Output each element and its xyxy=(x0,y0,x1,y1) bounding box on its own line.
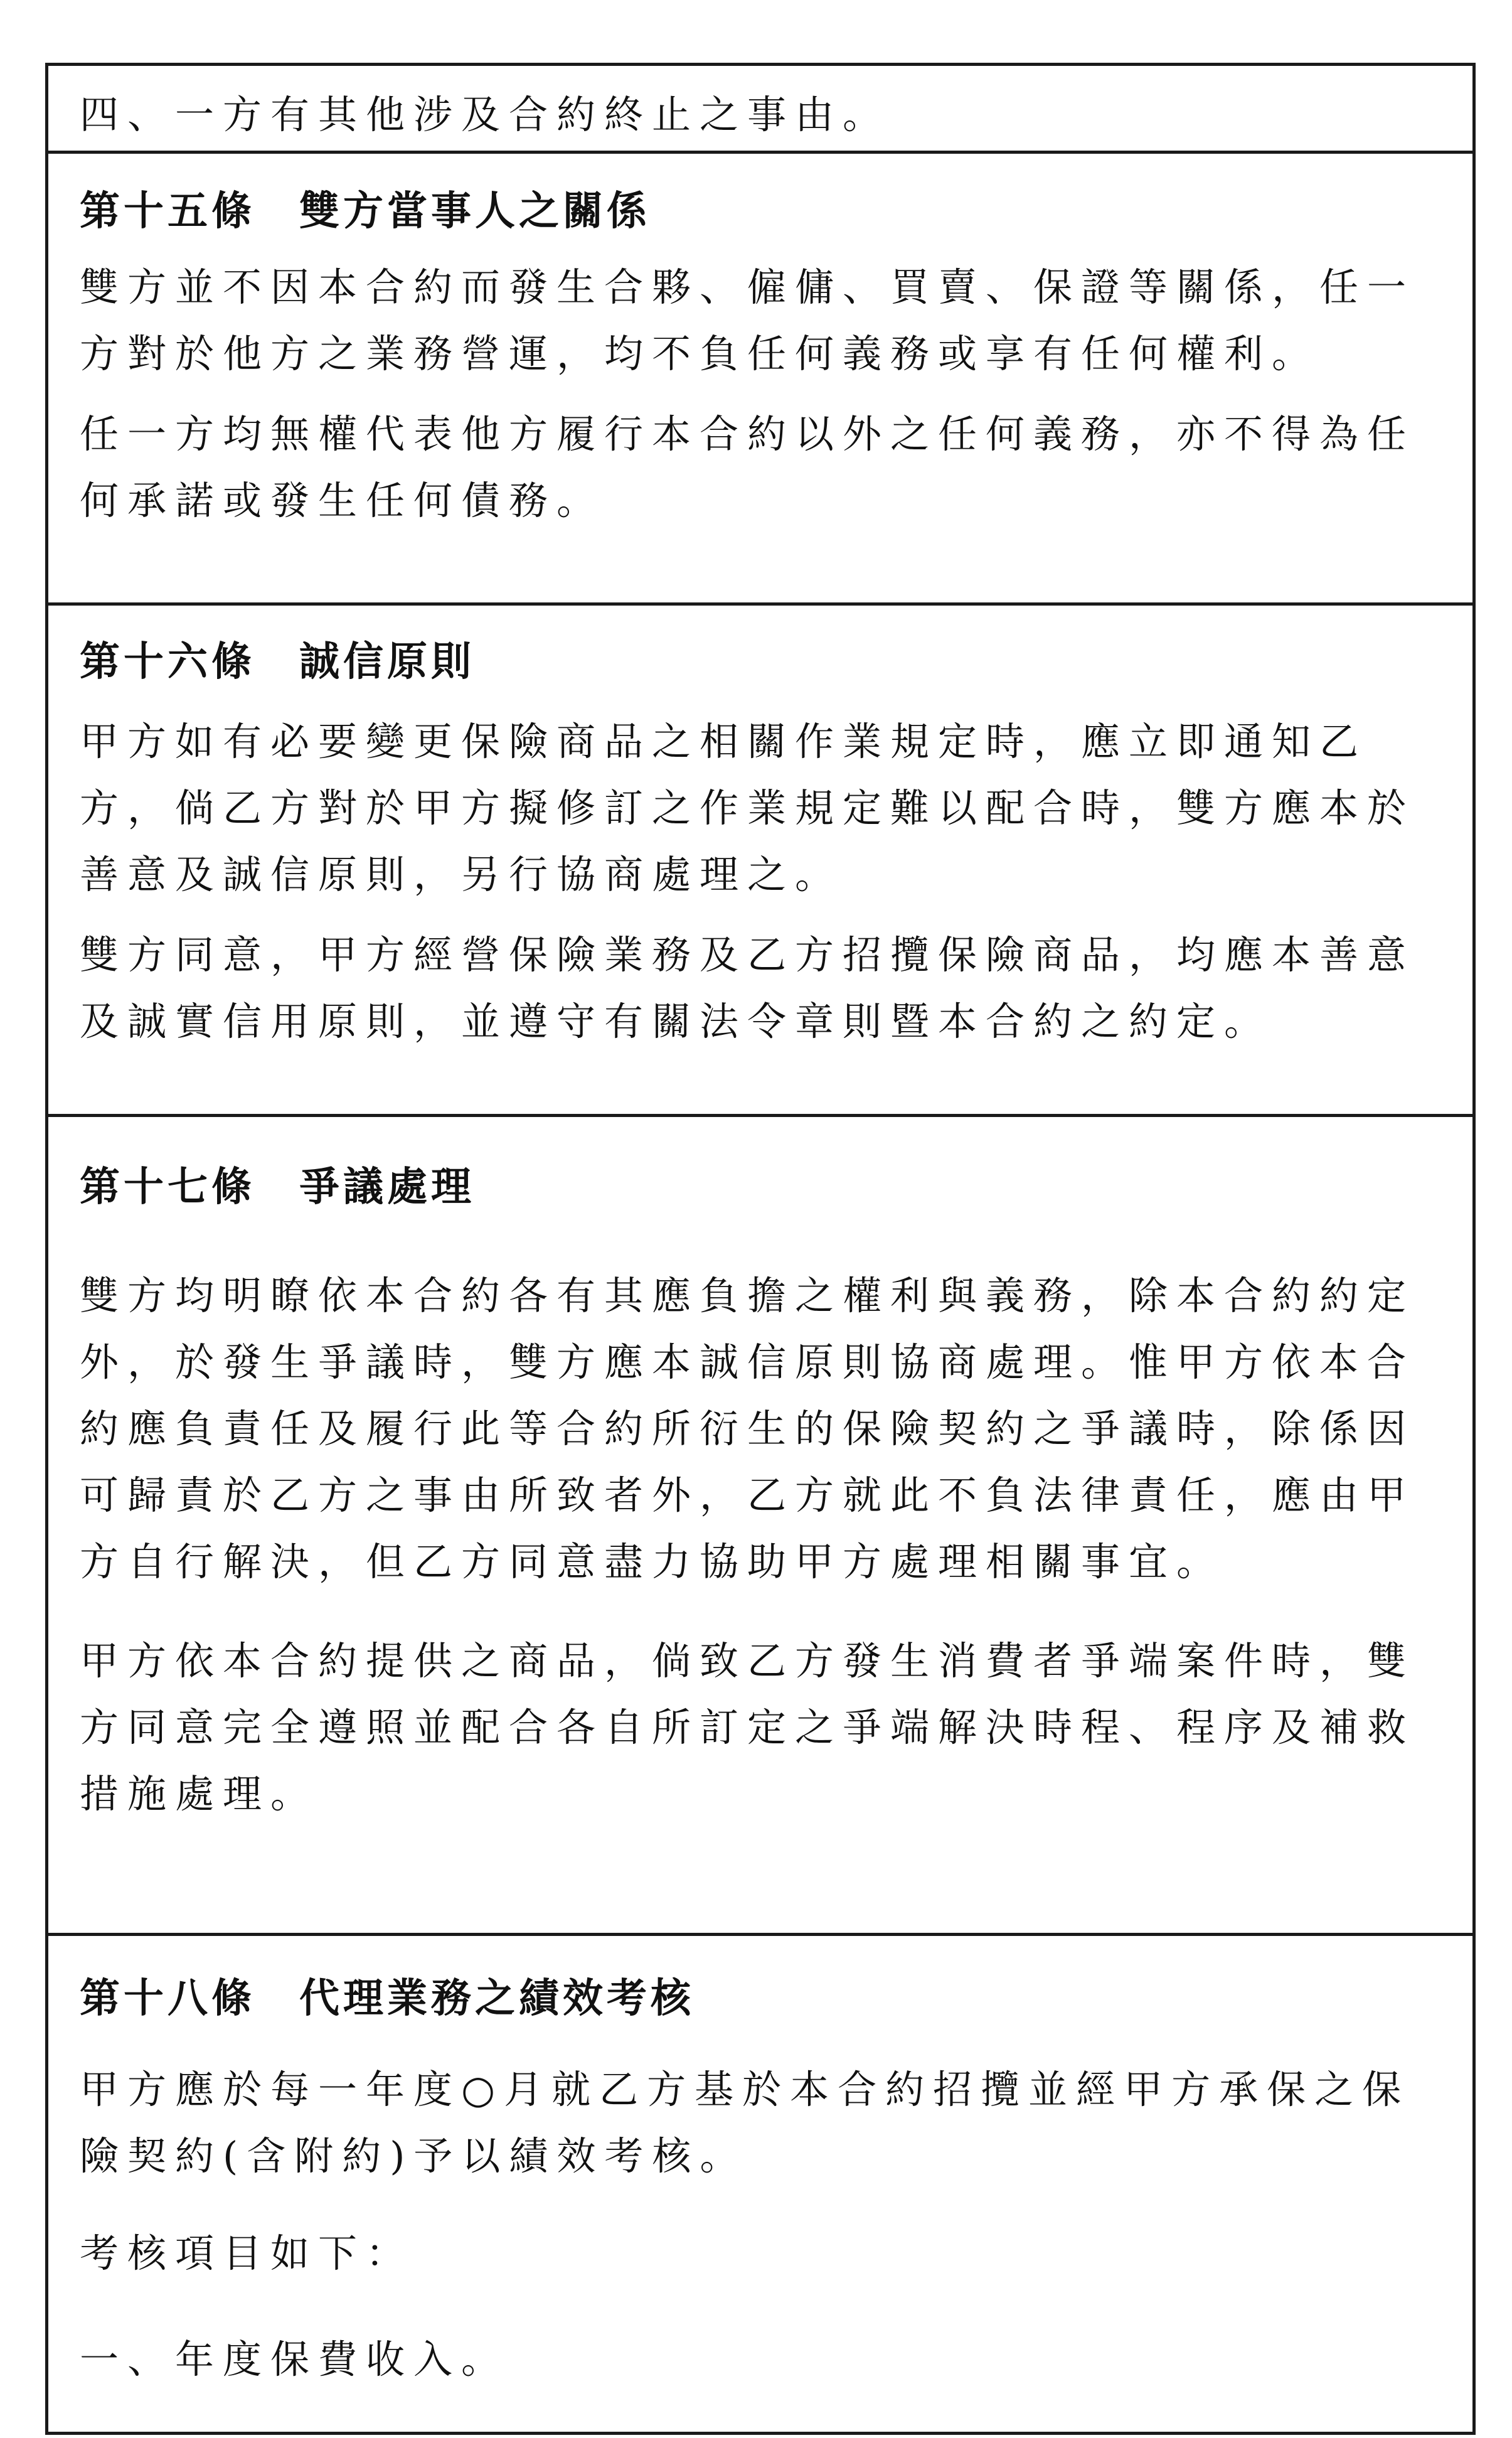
article-paragraph: 雙方同意，甲方經營保險業務及乙方招攬保險商品，均應本善意及誠實信用原則，並遵守有關法令章則暨本合約之約定。 xyxy=(80,932,1415,1044)
article-heading: 第十七條 爭議處理 xyxy=(80,1164,475,1211)
section-article-16 xyxy=(48,602,1472,1114)
article-paragraph: 甲方應於每一年度○月就乙方基於本合約招攬並經甲方承保之保險契約(含附約)予以績效考核。 xyxy=(80,2066,1410,2179)
article-paragraph: 雙方均明瞭依本合約各有其應負擔之權利與義務，除本合約約定外，於發生爭議時，雙方應本誠信原則協商處理。惟甲方依本合約應負責任及履行此等合約所衍生的保險契約之爭議時，除係因可歸責於乙方之事由所致者外，乙方就此不負法律責任，應由甲方自行解決，但乙方同意盡力協助甲方處理相關事宜。 xyxy=(80,1273,1415,1585)
section-article-17 xyxy=(48,1114,1472,1933)
article-heading: 第十五條 雙方當事人之關係 xyxy=(80,188,651,235)
list-item: 四、一方有其他涉及合約終止之事由。 xyxy=(80,92,891,137)
contract-table xyxy=(45,63,1476,2435)
article-paragraph: 甲方依本合約提供之商品，倘致乙方發生消費者爭端案件時，雙方同意完全遵照並配合各自所訂定之爭端解決時程、程序及補救措施處理。 xyxy=(80,1638,1415,1817)
article-heading: 第十六條 誠信原則 xyxy=(80,639,475,685)
article-paragraph: 考核項目如下： xyxy=(80,2230,414,2276)
section-carryover xyxy=(48,66,1472,151)
article-paragraph: 任一方均無權代表他方履行本合約以外之任何義務，亦不得為任何承諾或發生任何債務。 xyxy=(80,411,1415,523)
article-heading: 第十八條 代理業務之績效考核 xyxy=(80,1976,695,2022)
section-article-18 xyxy=(48,1933,1472,2438)
article-paragraph: 雙方並不因本合約而發生合夥、僱傭、買賣、保證等關係，任一方對於他方之業務營運，均不負任何義務或享有任何權利。 xyxy=(80,264,1415,377)
article-paragraph: 甲方如有必要變更保險商品之相關作業規定時，應立即通知乙方，倘乙方對於甲方擬修訂之作業規定難以配合時，雙方應本於善意及誠信原則，另行協商處理之。 xyxy=(80,719,1415,897)
list-item: 一、年度保費收入。 xyxy=(80,2336,509,2382)
section-article-15 xyxy=(48,151,1472,602)
